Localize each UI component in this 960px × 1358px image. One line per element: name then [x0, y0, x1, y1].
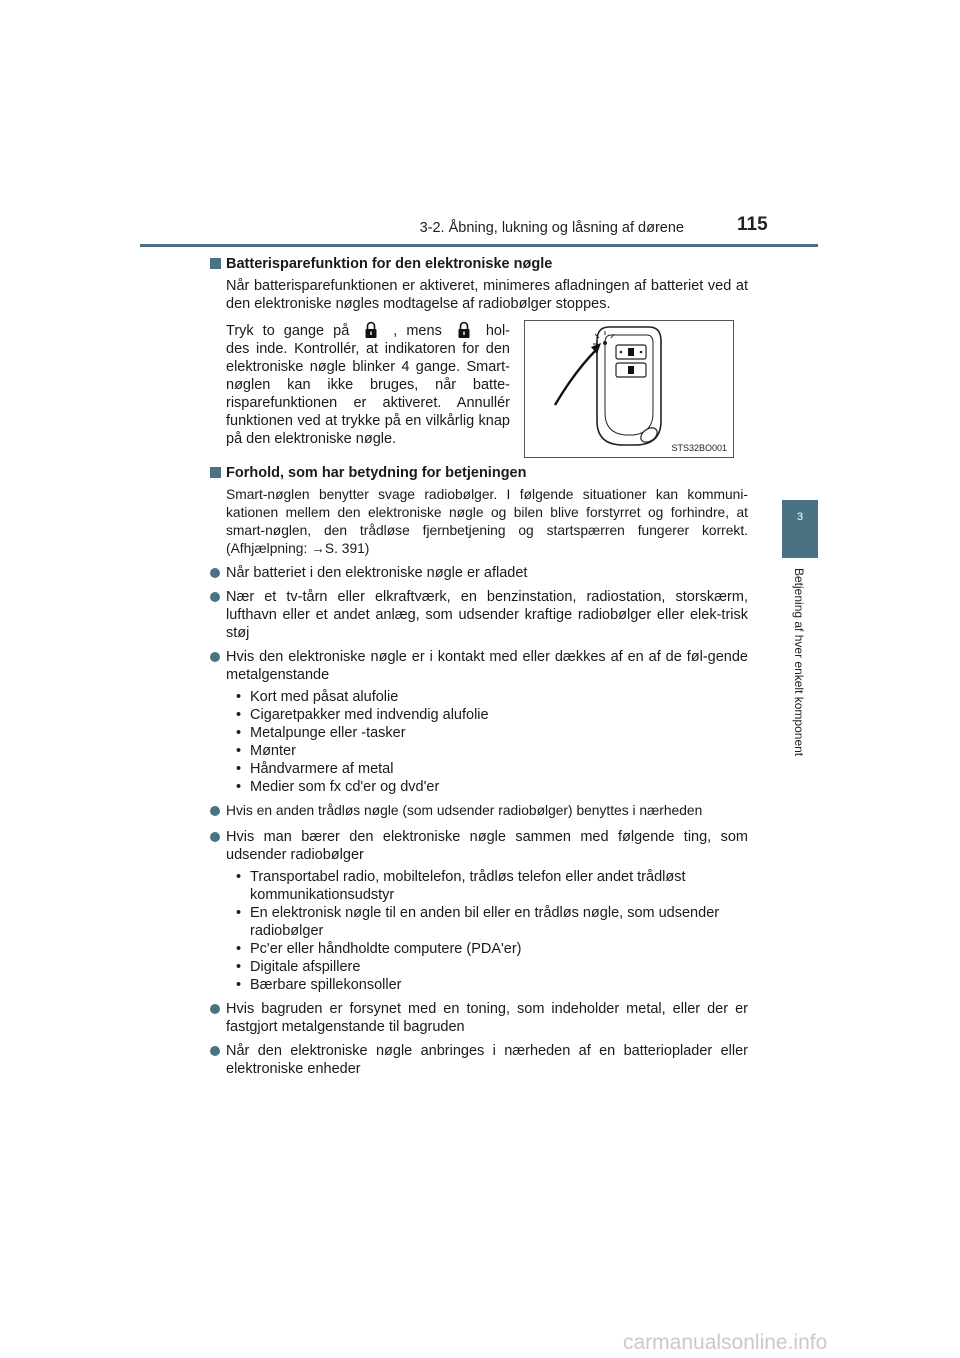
- round-bullet-icon: [210, 1004, 220, 1014]
- round-bullet-icon: [210, 568, 220, 578]
- condition-item: Hvis den elektroniske nøgle er i kontakt med eller dækkes af en af de føl-gende metalgenstande: [226, 648, 748, 684]
- radio-device-item: • Transportabel radio, mobiltelefon, trådløs telefon eller andet trådløst kommunikationsudstyr: [236, 869, 686, 903]
- condition-item: Hvis bagruden er forsynet med en toning, som indeholder metal, eller der er fastgjort metalgenstande til bagruden: [226, 1000, 748, 1036]
- page-number: 115: [737, 214, 768, 235]
- radio-device-item: • Pc'er eller håndholdte computere (PDA'er): [236, 941, 522, 957]
- square-bullet-icon: [210, 467, 221, 478]
- round-bullet-icon: [210, 806, 220, 816]
- section-heading-operating-conditions: Forhold, som har betydning for betjeningen: [210, 464, 748, 482]
- lock-button-icon: [365, 321, 377, 339]
- square-bullet-icon: [210, 258, 221, 269]
- metal-object-item: • Cigaretpakker med indvendig alufolie: [236, 707, 489, 723]
- radio-device-item: • En elektronisk nøgle til en anden bil eller en trådløs nøgle, som udsender radiobølger: [236, 905, 720, 939]
- battery-save-intro: Når batterisparefunktionen er aktiveret, minimeres afladningen af batteriet ved at den elektroniske nøgles modtagelse af radiobølger stoppes.: [226, 278, 748, 312]
- watermark: carmanualsonline.info: [623, 1331, 828, 1354]
- round-bullet-icon: [210, 1046, 220, 1056]
- condition-item: Når den elektroniske nøgle anbringes i nærheden af en batterioplader eller elektroniske enheder: [226, 1042, 748, 1078]
- section-heading-battery-save: Batterisparefunktion for den elektroniske nøgle: [210, 255, 748, 273]
- condition-item: Når batteriet i den elektroniske nøgle er afladet: [226, 564, 748, 582]
- conditions-intro: Smart-nøglen benytter svage radiobølger. I følgende situationer kan kommuni-kationen mellem den elektroniske nøgle og bilen blive forstyrret og forhindre, at smart-nøglen, den trådløse fjernbetjening og startspærren fungerer korrekt. (Afhjælpning: →S. 391): [226, 487, 748, 556]
- radio-device-item: • Bærbare spillekonsoller: [236, 977, 402, 993]
- lock-button-icon: [458, 321, 470, 339]
- section-title: 3-2. Åbning, lukning og låsning af dørene: [419, 220, 684, 236]
- metal-object-item: • Medier som fx cd'er og dvd'er: [236, 779, 440, 795]
- condition-item: Hvis man bærer den elektroniske nøgle sammen med følgende ting, som udsender radiobølger: [226, 828, 748, 864]
- metal-object-item: • Kort med påsat alufolie: [236, 689, 399, 705]
- smart-key-figure: [524, 320, 734, 458]
- chapter-tab: [782, 500, 818, 558]
- radio-device-item: • Digitale afspillere: [236, 959, 361, 975]
- figure-code: STS32BO001: [671, 443, 727, 453]
- battery-save-instructions: Tryk to gange på , mens hol- des inde. Kontrollér, at indikatoren for den elektroniske nøgle blinker 4 gange. Smart-nøglen kan ikke bruges, når batte-risparefunktionen er aktiveret. Annullér funktionen ved at trykke på en vilkårlig knap på den elektroniske nøgle.: [226, 323, 511, 447]
- round-bullet-icon: [210, 592, 220, 602]
- metal-object-item: • Metalpunge eller -tasker: [236, 725, 406, 741]
- chapter-title: Betjening af hver enkelt komponent: [792, 568, 806, 757]
- metal-object-item: • Mønter: [236, 743, 296, 759]
- metal-object-item: • Håndvarmere af metal: [236, 761, 394, 777]
- round-bullet-icon: [210, 652, 220, 662]
- round-bullet-icon: [210, 832, 220, 842]
- header-divider: [140, 244, 818, 247]
- condition-item: Nær et tv-tårn eller elkraftværk, en benzinstation, radiostation, storskærm, lufthavn eller et andet anlæg, som udsender kraftige radiobølger eller elek-trisk støj: [226, 588, 748, 642]
- condition-item: Hvis en anden trådløs nøgle (som udsender radiobølger) benyttes i nærheden: [226, 802, 748, 820]
- smart-key-illustration: [525, 321, 733, 457]
- chapter-number: 3: [796, 511, 804, 523]
